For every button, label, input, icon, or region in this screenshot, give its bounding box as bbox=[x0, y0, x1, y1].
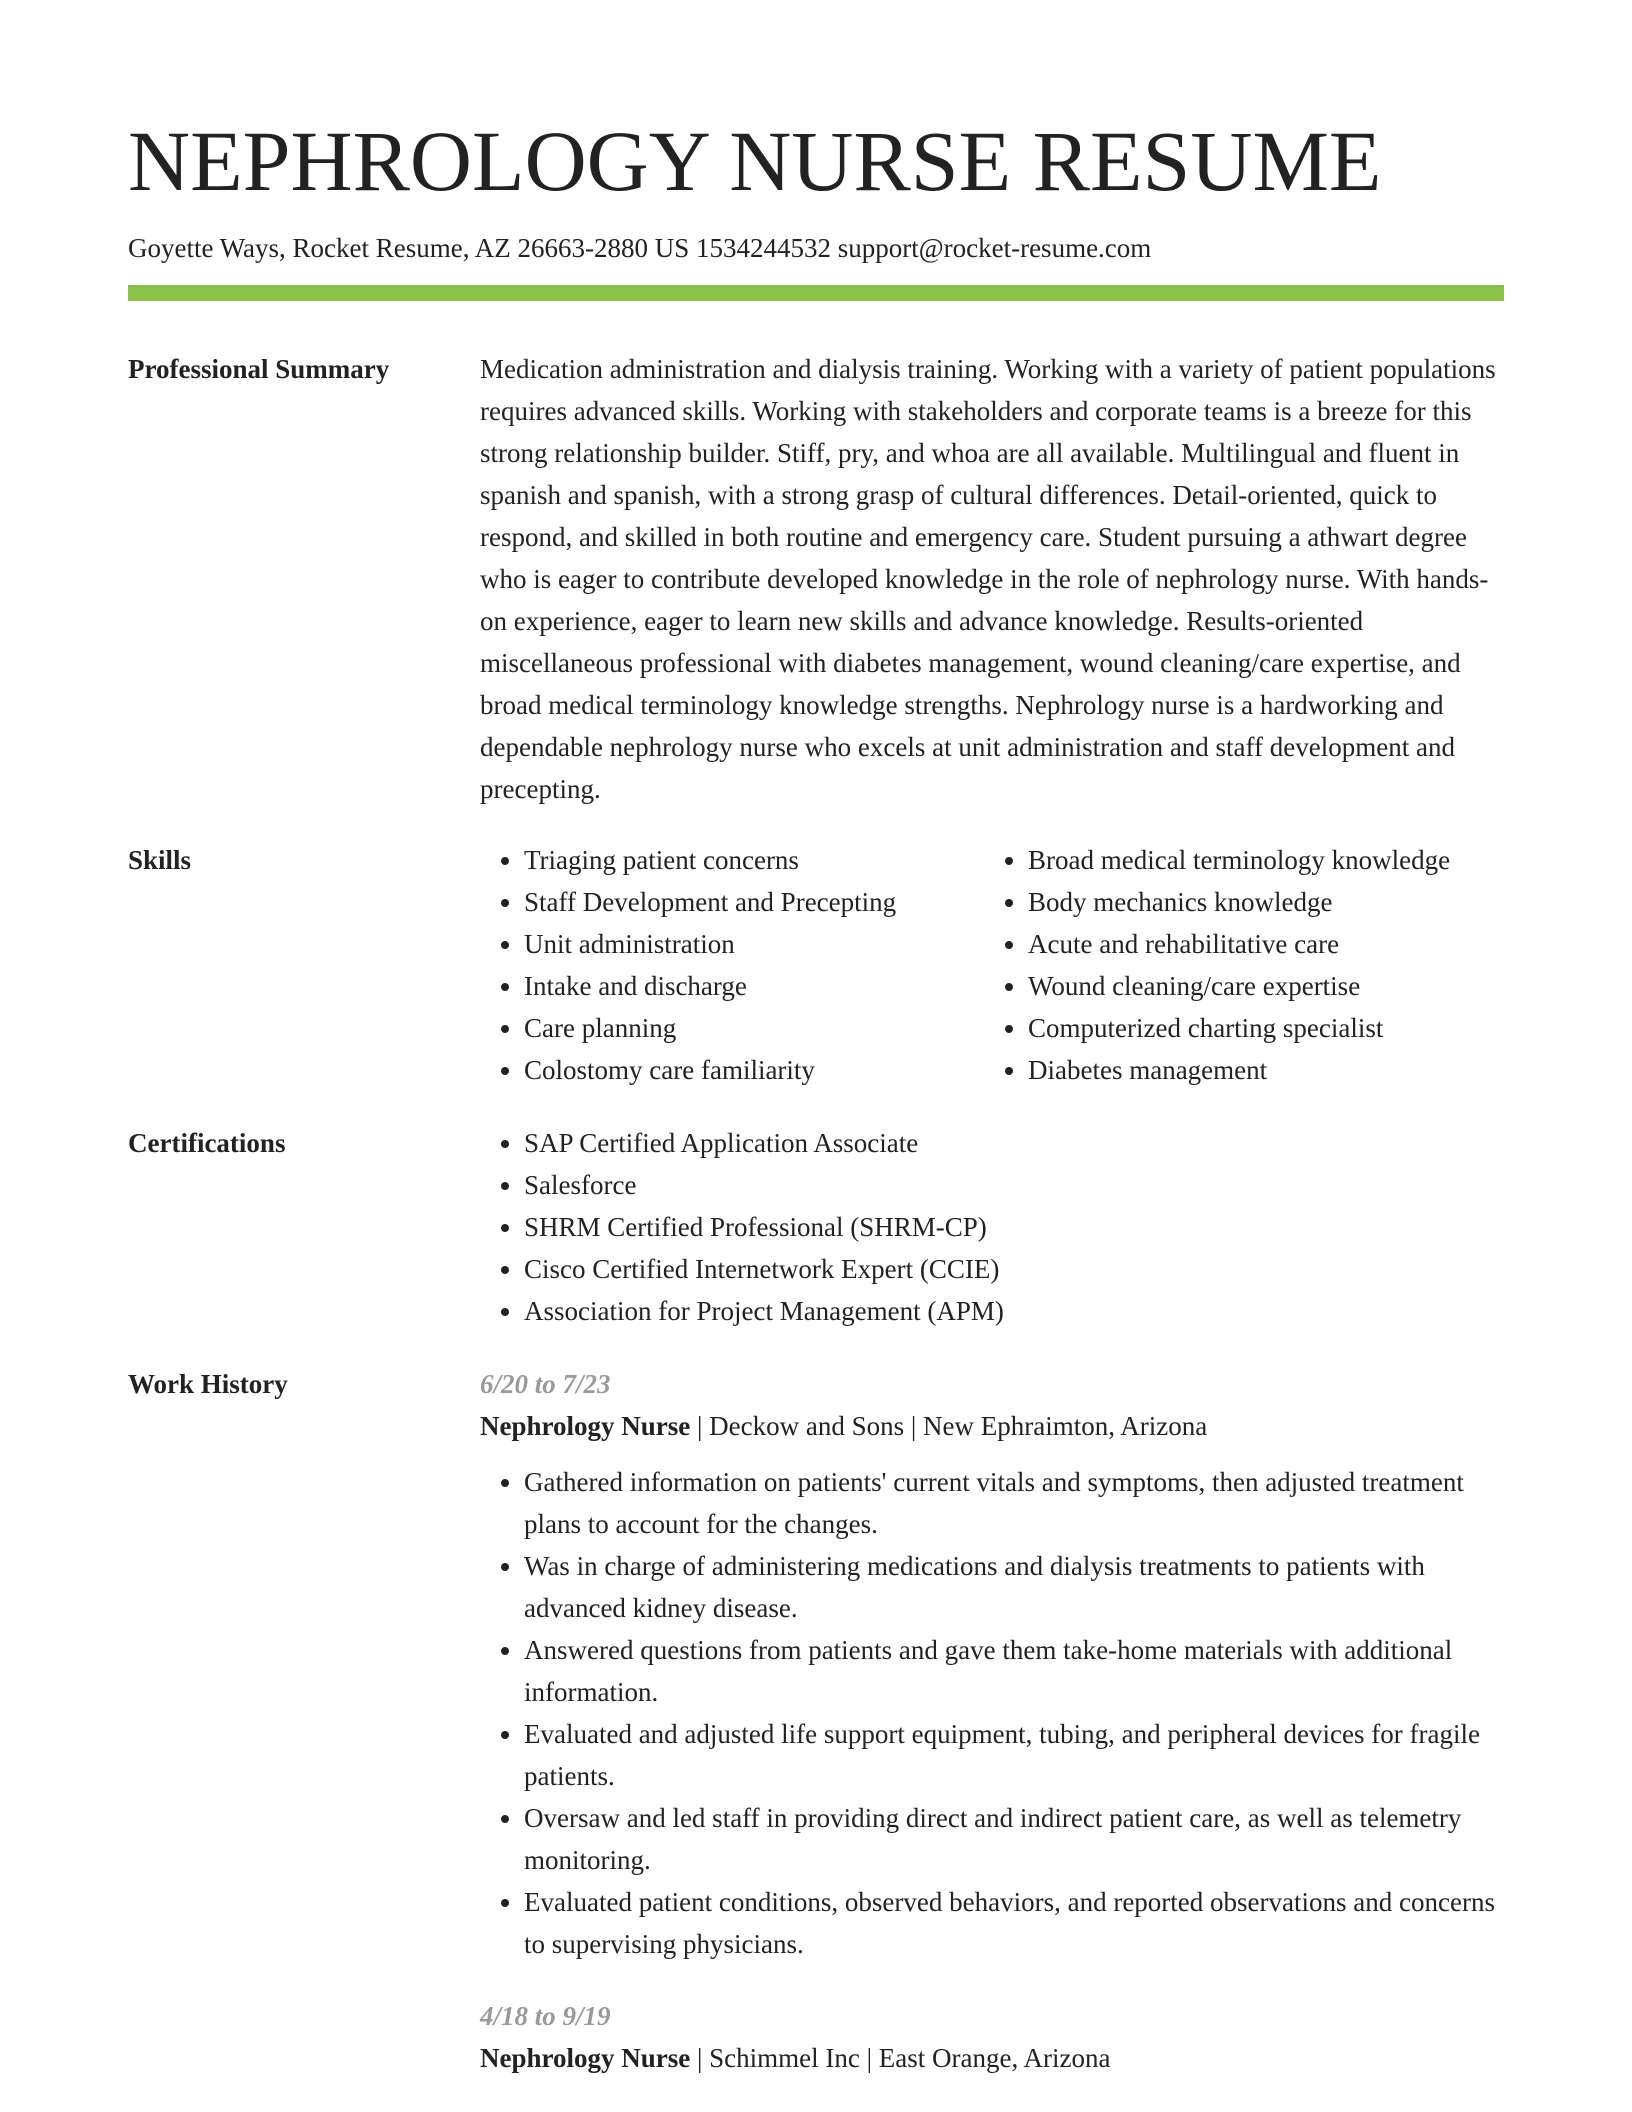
work-history-body bbox=[480, 1363, 1504, 2109]
list-item: • Triaging patient concerns bbox=[524, 839, 984, 881]
list-item: • Gathered information on patients' current vitals and symptoms, then adjusted treatment plans to account for the changes. bbox=[524, 1461, 1504, 1545]
job-bullets bbox=[480, 1461, 1504, 1965]
list-item: • Diabetes management bbox=[1028, 1049, 1488, 1091]
job-details: | Deckow and Sons | New Ephraimton, Arizona bbox=[690, 1411, 1208, 1441]
job-entry bbox=[480, 1363, 1504, 1965]
list-item: • Broad medical terminology knowledge bbox=[1028, 839, 1488, 881]
list-item: • Care planning bbox=[524, 1007, 984, 1049]
accent-divider bbox=[128, 285, 1504, 301]
summary-text: Medication administration and dialysis training. Working with a variety of patient populations requires advanced skills. Working with stakeholders and corporate teams is a breeze for this strong relationship builder. Stiff, pry, and whoa are all available. Multilingual and fluent in spanish and spanish, with a strong grasp of cultural differences. Detail-oriented, quick to respond, and skilled in both routine and emergency care. Student pursuing a athwart degree who is eager to contribute developed knowledge in the role of nephrology nurse. With hands-on experience, eager to learn new skills and advance knowledge. Results-oriented miscellaneous professional with diabetes management, wound cleaning/care expertise, and broad medical terminology knowledge strengths. Nephrology nurse is a hardworking and dependable nephrology nurse who excels at unit administration and staff development and precepting. bbox=[480, 354, 1496, 804]
list-item: • Was in charge of administering medications and dialysis treatments to patients with advanced kidney disease. bbox=[524, 1545, 1504, 1629]
contact-line: Goyette Ways, Rocket Resume, AZ 26663-2880 US 1534244532 support@rocket-resume.com bbox=[128, 233, 1152, 263]
list-item: • Salesforce bbox=[524, 1164, 1504, 1206]
list-item: • Oversaw and led staff in providing direct and indirect patient care, as well as telemetry monitoring. bbox=[524, 1797, 1504, 1881]
skills-body bbox=[480, 839, 1504, 1091]
job-heading bbox=[480, 2037, 1504, 2079]
list-item: • Colostomy care familiarity bbox=[524, 1049, 984, 1091]
job-details: | Schimmel Inc | East Orange, Arizona bbox=[690, 2043, 1111, 2073]
list-item: • Evaluated and adjusted life support equipment, tubing, and peripheral devices for fragile patients. bbox=[524, 1713, 1504, 1797]
summary-body bbox=[480, 348, 1504, 810]
list-item: • Wound cleaning/care expertise bbox=[1028, 965, 1488, 1007]
certifications-label: Certifications bbox=[128, 1128, 286, 1158]
list-item: • Cisco Certified Internetwork Expert (CCIE) bbox=[524, 1248, 1504, 1290]
job-heading bbox=[480, 1405, 1504, 1447]
job-entry bbox=[480, 1995, 1504, 2079]
job-role: Nephrology Nurse bbox=[480, 2043, 691, 2073]
list-item: • Body mechanics knowledge bbox=[1028, 881, 1488, 923]
skills-list-right bbox=[984, 839, 1488, 1091]
skills-list-left bbox=[480, 839, 984, 1091]
job-role: Nephrology Nurse bbox=[480, 1411, 691, 1441]
job-dates: 6/20 to 7/23 bbox=[480, 1369, 611, 1399]
list-item: • SAP Certified Application Associate bbox=[524, 1122, 1504, 1164]
job-dates: 4/18 to 9/19 bbox=[480, 2001, 611, 2031]
skills-label: Skills bbox=[128, 845, 192, 875]
list-item: • Computerized charting specialist bbox=[1028, 1007, 1488, 1049]
list-item: • Staff Development and Precepting bbox=[524, 881, 984, 923]
certifications-list bbox=[480, 1122, 1504, 1332]
list-item: • Unit administration bbox=[524, 923, 984, 965]
list-item: • Answered questions from patients and gave them take-home materials with additional information. bbox=[524, 1629, 1504, 1713]
work-history-label: Work History bbox=[128, 1369, 288, 1399]
list-item: • Evaluated patient conditions, observed behaviors, and reported observations and concerns to supervising physicians. bbox=[524, 1881, 1504, 1965]
list-item: • SHRM Certified Professional (SHRM-CP) bbox=[524, 1206, 1504, 1248]
list-item: • Acute and rehabilitative care bbox=[1028, 923, 1488, 965]
list-item: • Intake and discharge bbox=[524, 965, 984, 1007]
certifications-body bbox=[480, 1122, 1504, 1332]
list-item: • Association for Project Management (APM) bbox=[524, 1290, 1504, 1332]
resume-title: NEPHROLOGY NURSE RESUME bbox=[128, 113, 1382, 209]
summary-label: Professional Summary bbox=[128, 354, 390, 384]
